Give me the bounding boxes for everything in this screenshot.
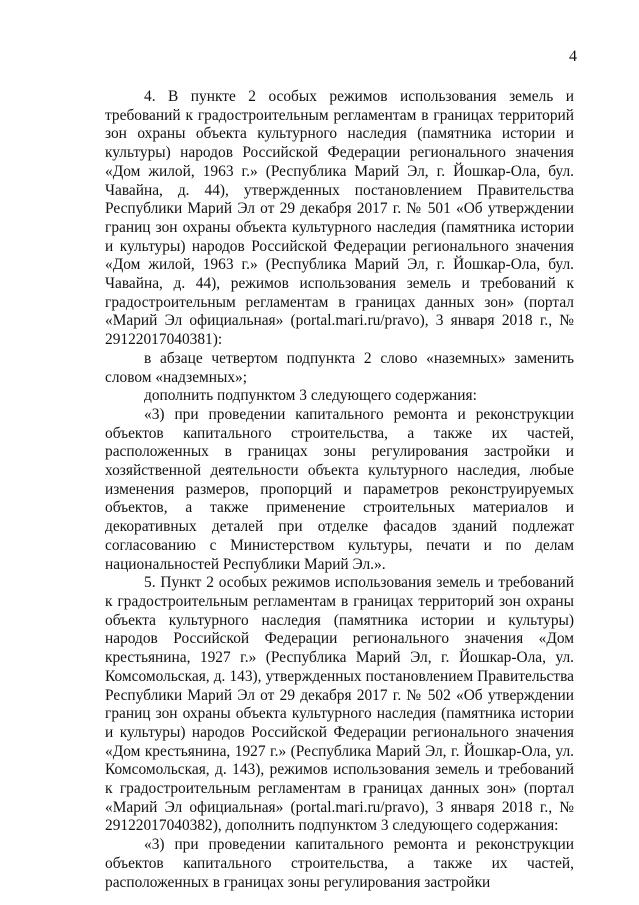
paragraph-item-4: 4. В пункте 2 особых режимов использования земель и требований к градостроительным регламентам в границах территорий зон охраны объекта культурного наследия (памятника истории и культуры) народов Российской Федерации регионального значения «Дом жилой, 1963 г.» (Республика Марий Эл, г. Йошкар-Ола, бул. Чавайна, д. 44), утвержденных постановлением Правительства Республики Марий Эл от 29 декабря 2017 г. № 501 «Об утверждении границ зон охраны объекта культурного наследия (памятника истории и культуры) народов Российской Федерации регионального значения «Дом жилой, 1963 г.» (Республика Марий Эл, г. Йошкар-Ола, бул. Чавайна, д. 44), режимов использования земель и требований к градостроительным регламентам в границах данных зон» (портал «Марий Эл официальная» (portal.mari.ru/pravo), 3 января 2018 г., № 29122017040381): [105, 88, 574, 349]
document-body [105, 88, 574, 892]
paragraph-new-subitem-3-continued: «3) при проведении капитального ремонта и реконструкции объектов капитального строительства, а также их частей, расположенных в границах зоны регулирования застройки [105, 836, 574, 891]
paragraph-new-subitem-3: «3) при проведении капитального ремонта и реконструкции объектов капитального строительства, а также их частей, расположенных в границах зоны регулирования застройки и хозяйственной деятельности объекта культурного наследия, любые изменения размеров, пропорций и параметров реконструируемых объектов, а также применение строительных материалов и декоративных деталей при отделке фасадов зданий подлежат согласованию с Министерством культуры, печати и по делам национальностей Республики Марий Эл.». [105, 405, 574, 573]
paragraph-add-subitem-intro: дополнить подпунктом 3 следующего содержания: [144, 387, 477, 405]
page-number: 4 [569, 48, 577, 65]
paragraph-amendment-word-replacement: в абзаце четвертом подпункта 2 слово «наземных» заменить словом «надземных»; [105, 349, 574, 386]
paragraph-item-5: 5. Пункт 2 особых режимов использования земель и требований к градостроительным регламентам в границах территорий зон охраны объекта культурного наследия (памятника истории и культуры) народов Российской Федерации регионального значения «Дом крестьянина, 1927 г.» (Республика Марий Эл, г. Йошкар-Ола, ул. Комсомольская, д. 143), утвержденных постановлением Правительства Республики Марий Эл от 29 декабря 2017 г. № 502 «Об утверждении границ зон охраны объекта культурного наследия (памятника истории и культуры) народов Российской Федерации регионального значения «Дом крестьянина, 1927 г.» (Республика Марий Эл, г. Йошкар-Ола, ул. Комсомольская, д. 143), режимов использования земель и требований к градостроительным регламентам в границах данных зон» (портал «Марий Эл официальная» (portal.mari.ru/pravo), 3 января 2018 г., № 29122017040382), дополнить подпунктом 3 следующего содержания: [105, 574, 574, 835]
